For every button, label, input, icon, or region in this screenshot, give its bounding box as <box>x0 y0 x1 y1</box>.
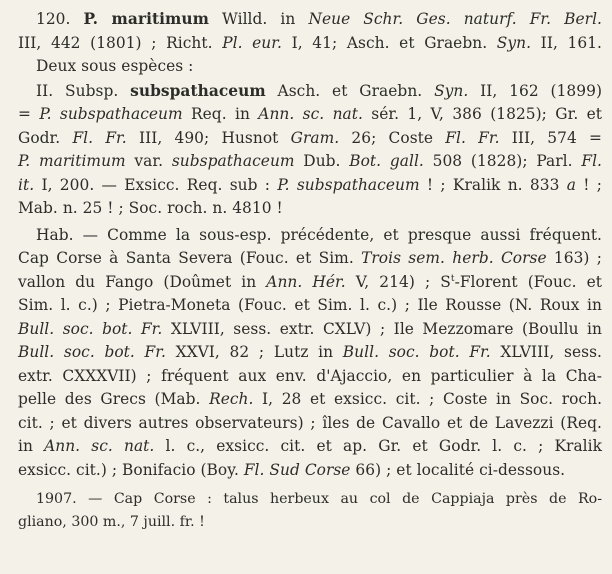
subsp-line-5: it. I, 200. — Exsicc. Req. sub : P. subspathaceum ! ; Kralik n. 833 a ! ; <box>18 175 602 194</box>
collection-note-line-1: 1907. — Cap Corse : talus herbeux au col de Cappiaja près de Ro- <box>36 491 602 507</box>
subsp-line-2: = P. subspathaceum Req. in Ann. sc. nat. sér. 1, V, 386 (1825); Gr. et <box>18 105 603 123</box>
entry-header-line-2: III, 442 (1801) ; Richt. Pl. eur. I, 41; Asch. et Graebn. Syn. II, 161. <box>18 33 602 52</box>
habitat-line-1: Hab. — Comme la sous-esp. précédente, et presque aussi fréquent. <box>36 225 602 244</box>
subsp-line-4: P. maritimum var. subspathaceum Dub. Bot. gall. 508 (1828); Parl. Fl. <box>18 152 602 170</box>
subsp-line-3: Godr. Fl. Fr. III, 490; Husnot Gram. 26; Coste Fl. Fr. III, 574 = <box>18 128 603 147</box>
species-name: P. maritimum <box>83 10 209 28</box>
habitat-line-6: Bull. soc. bot. Fr. XXVI, 82 ; Lutz in Bull. soc. bot. Fr. XLVIII, sess. <box>18 343 602 361</box>
habitat-line-4: Sim. l. c.) ; Pietra-Moneta (Fouc. et Sim. l. c.) ; Ile Rousse (N. Roux in <box>18 296 602 314</box>
habitat-line-9: cit. ; et divers autres observateurs) ; îles de Cavallo et de Lavezzi (Req. <box>18 413 602 432</box>
subspecies-intro: Deux sous espèces : <box>36 57 194 75</box>
habitat-line-11: exsicc. cit.) ; Bonifacio (Boy. Fl. Sud Corse 66) ; et localité ci-dessous. <box>18 460 566 479</box>
habitat-line-10: in Ann. sc. nat. l. c., exsicc. cit. et ap. Gr. et Godr. l. c. ; Kralik <box>18 437 603 455</box>
habitat-line-5: Bull. soc. bot. Fr. XLVIII, sess. extr. CXLV) ; Ile Mezzomare (Boullu in <box>18 319 602 338</box>
subsp-line-1: II. Subsp. subspathaceum Asch. et Graebn. Syn. II, 162 (1899) <box>36 81 603 100</box>
subspecies-name: subspathaceum <box>130 81 266 100</box>
habitat-line-7: extr. CXXXVII) ; fréquent aux env. d'Ajaccio, en particulier à la Cha- <box>18 366 602 385</box>
subsp-line-6: Mab. n. 25 ! ; Soc. roch. n. 4810 ! <box>18 199 283 217</box>
collection-note-line-2: gliano, 300 m., 7 juill. fr. ! <box>18 513 205 530</box>
reference-title: Neue Schr. Ges. naturf. Fr. Berl. <box>308 10 602 28</box>
habitat-line-3: vallon du Fango (Doûmet in Ann. Hér. V, 214) ; $S^t$-Florent (Fouc. et <box>18 272 603 291</box>
entry-header-line-1: 120. P. maritimum Willd. in Neue Schr. Ges. naturf. Fr. Berl. <box>36 10 602 28</box>
habitat-line-8: pelle des Grecs (Mab. Rech. I, 28 et exsicc. cit. ; Coste in Soc. roch. <box>18 390 603 408</box>
entry-number: 120. <box>36 10 84 28</box>
habitat-line-2: Cap Corse à Santa Severa (Fouc. et Sim. Trois sem. herb. Corse 163) ; <box>18 249 603 267</box>
